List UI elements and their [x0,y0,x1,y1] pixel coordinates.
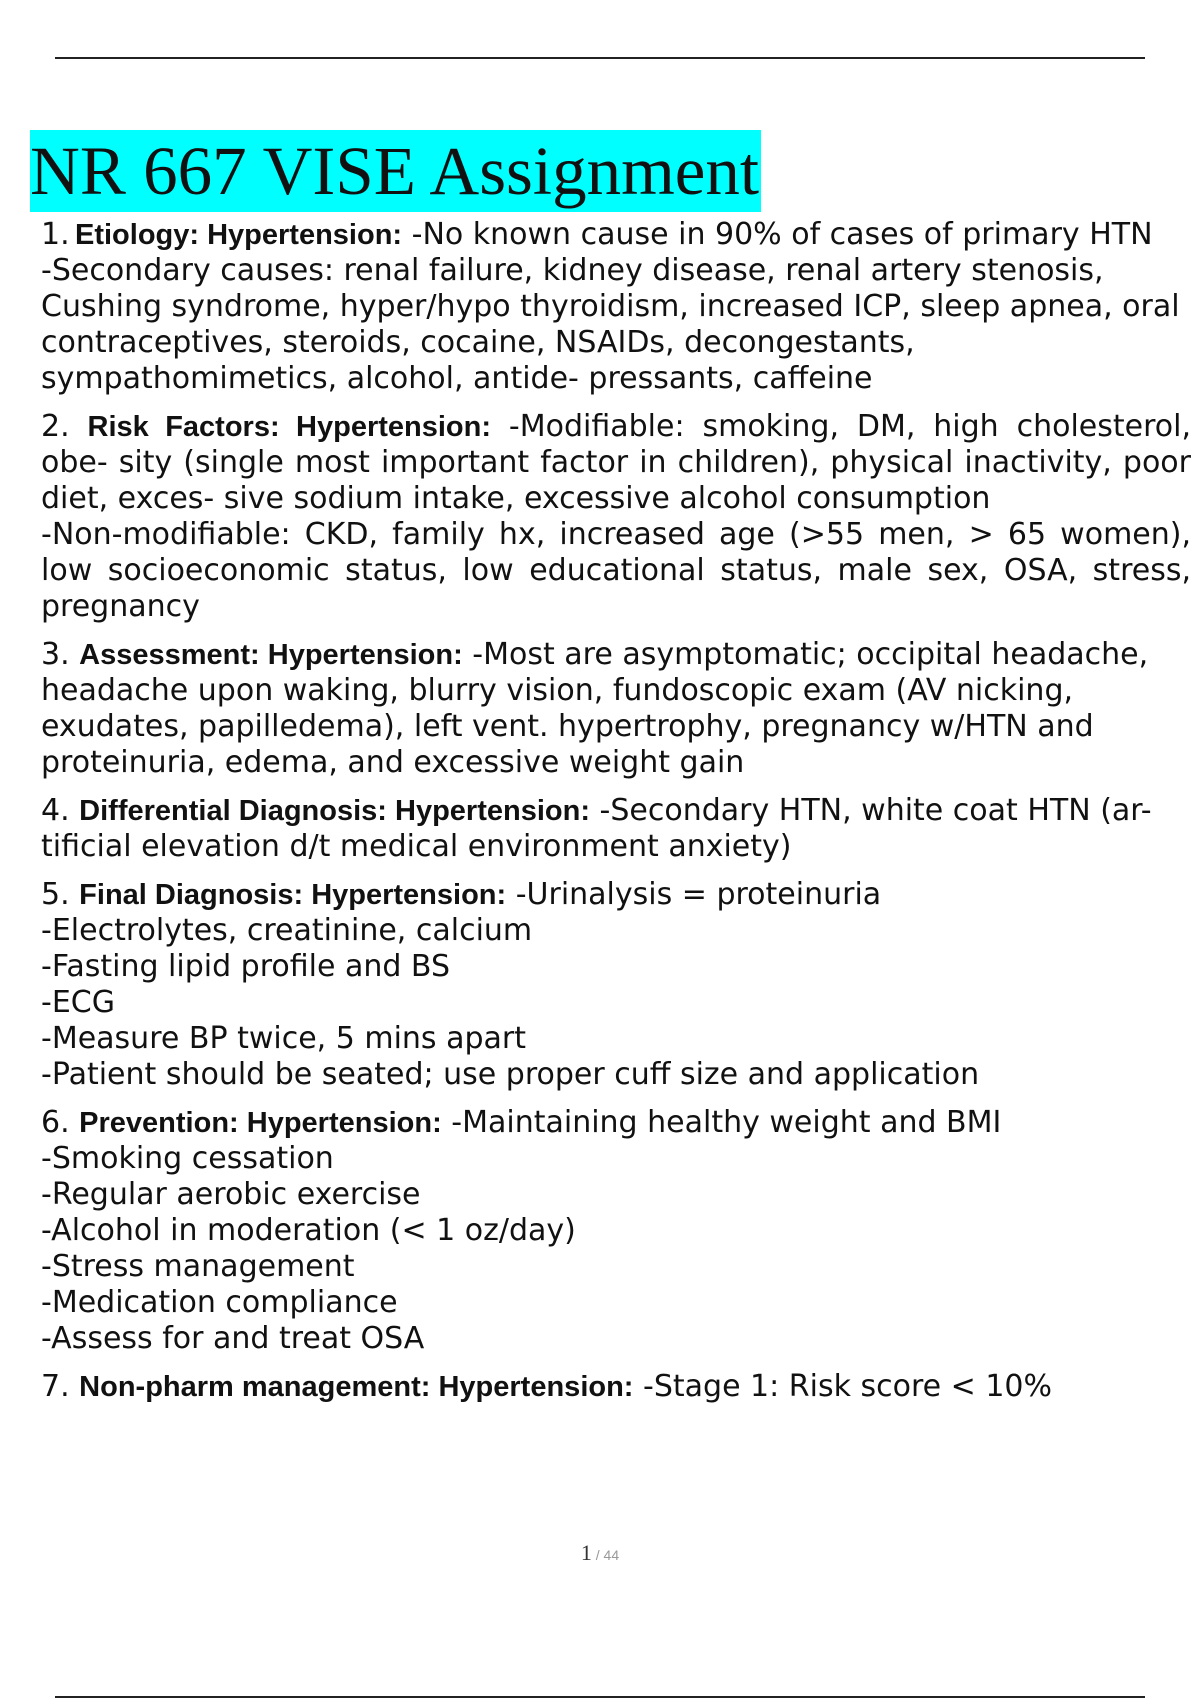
item-label: Risk Factors: Hypertension: [87,411,492,443]
item-text: -No known cause in 90% of cases of primary HTN [402,217,1153,252]
item-lead [75,217,1191,253]
item-line: -Fasting lipid profile and BS [41,949,451,984]
list-item-non-pharm-management [41,1369,1191,1405]
item-paragraph [41,409,1191,517]
item-line: -ECG [41,985,115,1020]
item-paragraph [41,1105,1191,1141]
item-label: Assessment: Hypertension: [79,639,463,671]
item-line: -Patient should be seated; use proper cuff size and application [41,1057,980,1092]
item-text: -Maintaining healthy weight and BMI [441,1105,1002,1140]
item-line: -Regular aerobic exercise [41,1177,421,1212]
item-number: 2. [41,409,70,444]
list-item-risk-factors [41,409,1191,625]
item-paragraph [41,877,1191,913]
item-line: -Assess for and treat OSA [41,1321,425,1356]
item-label: Non-pharm management: Hypertension: [79,1371,634,1403]
title-block [30,130,761,212]
page-indicator [0,1540,1200,1566]
list-item-etiology [41,217,1191,397]
item-line: -Alcohol in moderation (< 1 oz/day) [41,1213,576,1248]
list-item-prevention [41,1105,1191,1357]
bottom-rule [55,1696,1145,1698]
item-number: 6. [41,1105,70,1140]
item-line: -Measure BP twice, 5 mins apart [41,1021,526,1056]
current-page: 1 [580,1540,592,1565]
list-item-differential-diagnosis [41,793,1191,865]
list-item-assessment [41,637,1191,781]
item-number: 1. [41,217,70,252]
item-paragraph [41,793,1191,865]
item-number: 5. [41,877,70,912]
item-number: 7. [41,1369,70,1404]
item-continuation: -Secondary causes: renal failure, kidney disease, renal artery stenosis, Cushing syndrome, hyper/hypo thyroidism, increased ICP, sleep apnea, oral contraceptives, steroids, cocaine, NSAIDs, decongestants, sympathomimetics, alcohol, antide- pressants, caffeine [41,253,1180,396]
item-number: 4. [41,793,70,828]
page-title: NR 667 VISE Assignment [30,130,761,212]
item-label: Prevention: Hypertension: [79,1107,442,1139]
item-line: -Smoking cessation [41,1141,334,1176]
item-paragraph [41,1369,1191,1405]
document-body [41,217,1191,1417]
item-line: -Medication compliance [41,1285,398,1320]
item-continuation: -Non-modifiable: CKD, family hx, increased age (>55 men, > 65 women), low socioeconomic status, low educational status, male sex, OSA, stress, pregnancy [41,517,1191,624]
item-text: -Urinalysis = proteinuria [506,877,882,912]
item-number: 3. [41,637,70,672]
item-text: -Stage 1: Risk score < 10% [633,1369,1053,1404]
item-line: -Electrolytes, creatinine, calcium [41,913,533,948]
item-label: Etiology: Hypertension: [75,219,403,251]
list-item-final-diagnosis [41,877,1191,1093]
item-text: -Secondary HTN, white coat HTN (ar- tificial elevation d/t medical environment anxiety) [41,793,1152,864]
item-text: -Most are asymptomatic; occipital headache, headache upon waking, blurry vision, fundoscopic exam (AV nicking, exudates, papilledema), left vent. hypertrophy, pregnancy w/HTN and proteinuria, edema, and excessive weight gain [41,637,1149,780]
item-paragraph [41,637,1191,781]
item-line: -Stress management [41,1249,355,1284]
top-rule [55,57,1145,59]
item-heading-line [41,217,1191,253]
total-pages: / 44 [591,1547,620,1563]
item-text: -Modifiable: smoking, DM, high cholesterol, obe- sity (single most important factor in children), physical inactivity, poor diet, exces- sive sodium intake, excessive alcohol consumption [41,409,1191,516]
item-label: Final Diagnosis: Hypertension: [79,879,507,911]
item-label: Differential Diagnosis: Hypertension: [79,795,590,827]
